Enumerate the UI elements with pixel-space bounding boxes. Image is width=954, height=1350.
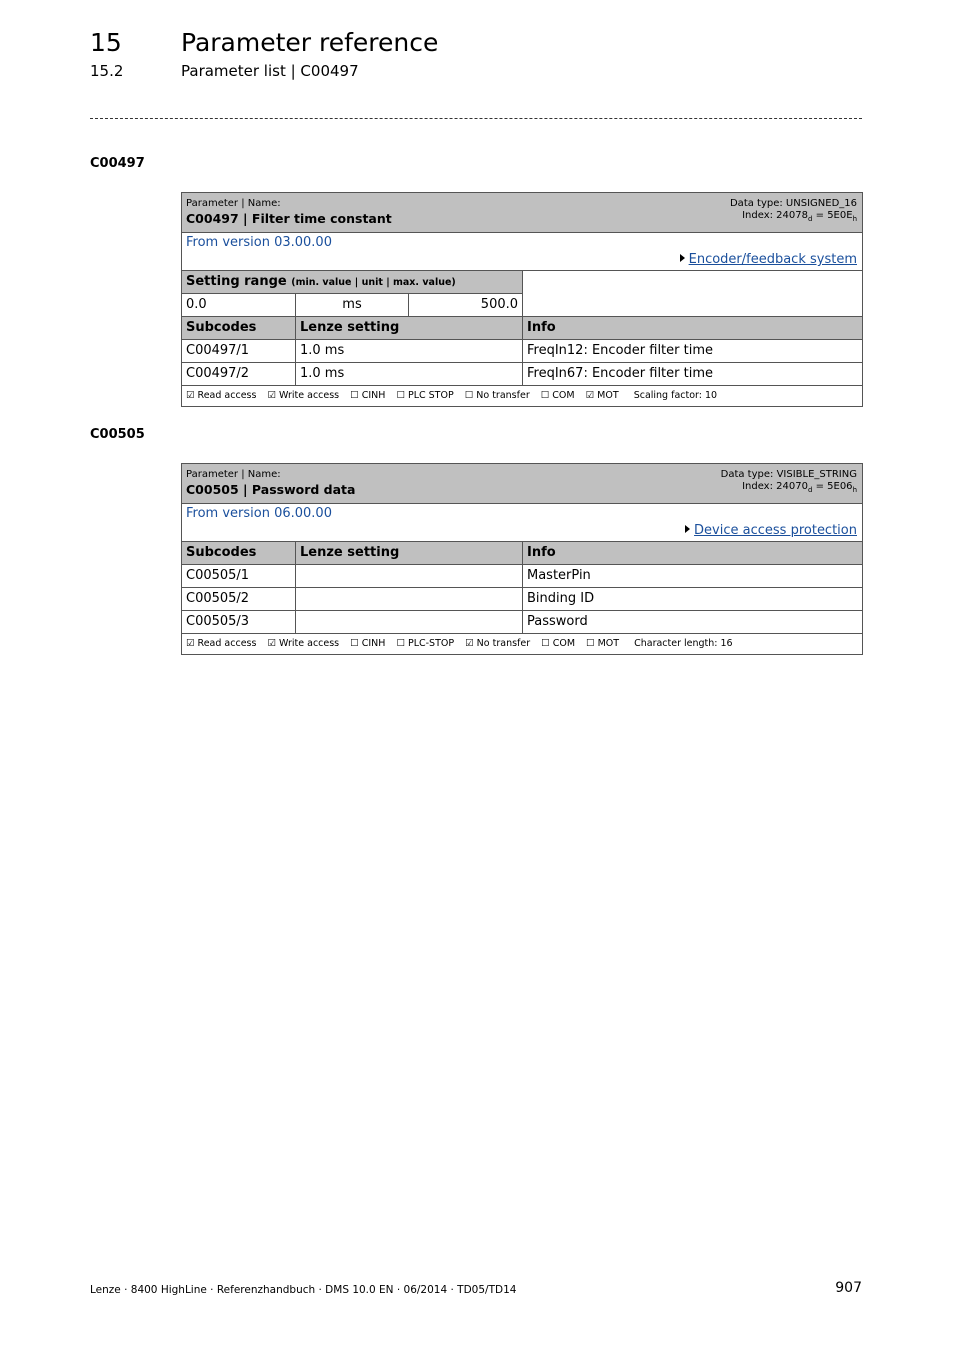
param-data-type: Data type: UNSIGNED_16	[729, 198, 857, 209]
param-heading-c00505: C00505	[90, 427, 145, 442]
flag-com: ☐ COM	[541, 638, 576, 649]
subcode-cell: C00505/2	[182, 588, 296, 610]
setting-range-cell	[182, 271, 523, 316]
encoder-feedback-link[interactable]: Encoder/feedback system	[680, 252, 857, 267]
col-lenze-setting: Lenze setting	[296, 542, 523, 564]
arrow-right-icon	[685, 525, 690, 533]
info-cell: FreqIn67: Encoder filter time	[527, 366, 713, 381]
param-table-c00505	[181, 463, 863, 655]
character-length: Character length: 16	[634, 638, 733, 649]
setting-range	[182, 271, 862, 317]
page-number: 907	[835, 1280, 862, 1296]
col-lenze-setting: Lenze setting	[296, 317, 523, 339]
flag-mot: ☑ MOT	[585, 390, 619, 401]
subcode-cell: C00505/1	[182, 565, 296, 587]
setting-range-max: 500.0	[480, 297, 519, 312]
version-row	[182, 504, 862, 542]
access-flags	[182, 386, 862, 406]
table-row	[182, 340, 862, 363]
param-name-label: Parameter | Name:	[186, 469, 281, 480]
param-header	[182, 193, 862, 233]
device-access-protection-link[interactable]: Device access protection	[685, 523, 857, 538]
table-row	[182, 363, 862, 386]
subcode-cell: C00497/2	[182, 363, 296, 385]
param-header	[182, 464, 862, 504]
version-row	[182, 233, 862, 271]
scaling-factor: Scaling factor: 10	[633, 390, 718, 401]
col-info: Info	[523, 542, 862, 564]
arrow-right-icon	[680, 254, 685, 262]
param-index: Index: $24070_d = 5E06_h$	[742, 481, 857, 494]
lenze-setting-cell: 1.0 ms	[296, 363, 523, 385]
info-cell: Password	[527, 614, 588, 629]
param-index: Index: $24078_d = 5E0E_h$	[742, 210, 857, 223]
param-name: C00505 | Password data	[186, 482, 356, 497]
flag-read-access: ☑ Read access	[186, 390, 257, 401]
param-data-type: Data type: VISIBLE_STRING	[720, 469, 857, 480]
table-header-row	[182, 542, 862, 565]
chapter-number: 15	[90, 28, 122, 57]
setting-range-min: 0.0	[182, 294, 296, 316]
subcode-cell: C00505/3	[182, 611, 296, 633]
param-heading-c00497: C00497	[90, 156, 145, 171]
flag-plc-stop: ☐ PLC STOP	[396, 390, 454, 401]
flag-no-transfer: ☐ No transfer	[464, 390, 530, 401]
table-row	[182, 611, 862, 634]
flag-no-transfer: ☑ No transfer	[465, 638, 531, 649]
subcode-cell: C00497/1	[182, 340, 296, 362]
flag-mot: ☐ MOT	[586, 638, 620, 649]
lenze-setting-cell	[296, 611, 523, 633]
param-name: C00497 | Filter time constant	[186, 211, 392, 226]
param-table-c00497	[181, 192, 863, 407]
lenze-setting-cell	[296, 565, 523, 587]
setting-range-title: Setting range (min. value | unit | max. value)	[182, 271, 522, 294]
flag-write-access: ☑ Write access	[267, 390, 340, 401]
col-subcodes: Subcodes	[182, 542, 296, 564]
table-row	[182, 588, 862, 611]
flag-cinh: ☐ CINH	[350, 638, 386, 649]
lenze-setting-cell: 1.0 ms	[296, 340, 523, 362]
section-number: 15.2	[90, 62, 124, 80]
info-cell: Binding ID	[527, 591, 595, 606]
flag-cinh: ☐ CINH	[350, 390, 386, 401]
setting-range-unit: ms	[296, 294, 410, 316]
flag-write-access: ☑ Write access	[267, 638, 340, 649]
info-cell: MasterPin	[527, 568, 591, 583]
flag-read-access: ☑ Read access	[186, 638, 257, 649]
header-divider	[90, 118, 862, 119]
access-flags	[182, 634, 862, 654]
setting-range-empty	[523, 271, 862, 316]
info-cell: FreqIn12: Encoder filter time	[527, 343, 713, 358]
chapter-title: Parameter reference	[181, 28, 439, 57]
footer-doc-info: Lenze · 8400 HighLine · Referenzhandbuch · DMS 10.0 EN · 06/2014 · TD05/TD14	[90, 1284, 517, 1296]
table-row	[182, 565, 862, 588]
section-title: Parameter list | C00497	[181, 62, 359, 80]
col-info: Info	[523, 317, 862, 339]
setting-range-values	[182, 294, 522, 316]
col-subcodes: Subcodes	[182, 317, 296, 339]
table-header-row	[182, 317, 862, 340]
flag-plc-stop: ☐ PLC-STOP	[396, 638, 455, 649]
version-text: From version 03.00.00	[186, 235, 332, 250]
lenze-setting-cell	[296, 588, 523, 610]
flag-com: ☐ COM	[540, 390, 575, 401]
version-text: From version 06.00.00	[186, 506, 332, 521]
param-name-label: Parameter | Name:	[186, 198, 281, 209]
